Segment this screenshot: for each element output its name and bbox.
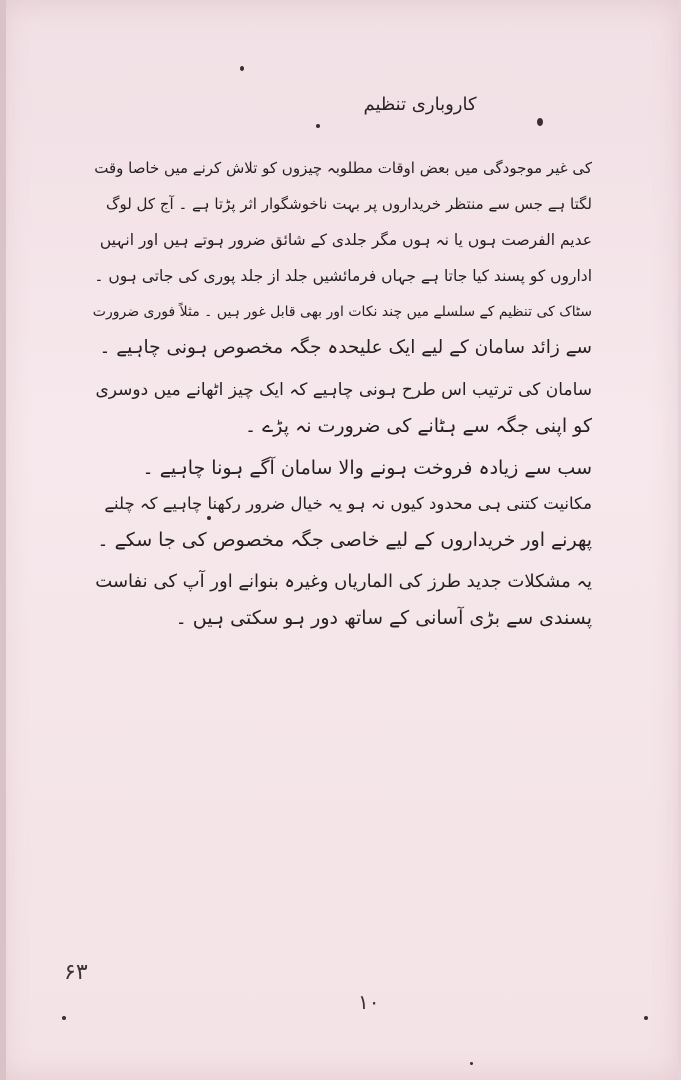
paper-speck (537, 118, 543, 126)
text-line-12: یہ مشکلات جدید طرز کی الماریاں وغیرہ بنوانے اور آپ کی نفاست (95, 571, 592, 592)
text-line-9: سب سے زیادہ فروخت ہونے والا سامان آگے ہونا چاہیے ۔ (142, 457, 592, 479)
text-line-11: پھرنے اور خریداروں کے لیے خاصی جگہ مخصوص کی جا سکے ۔ (97, 529, 592, 551)
paper-speck (240, 66, 244, 71)
text-line-5: سٹاک کی تنظیم کے سلسلے میں چند نکات اور بھی قابل غور ہیں ۔ مثلاً فوری ضرورت (92, 304, 592, 320)
folio-mark: ۱۰ (358, 990, 380, 1014)
page-title: کاروباری تنظیم (363, 94, 477, 115)
text-line-10: مکانیت کتنی ہی محدود کیوں نہ ہو یہ خیال ضرور رکھنا چاہیے کہ چلنے (104, 494, 592, 513)
text-line-2: لگتا ہے جس سے منتظر خریداروں پر بہت ناخوشگوار اثر پڑتا ہے ۔ آج کل لوگ (106, 195, 592, 213)
text-line-1: کی غیر موجودگی میں بعض اوقات مطلوبہ چیزوں کو تلاش کرنے میں خاصا وقت (94, 159, 592, 177)
text-line-13: پسندی سے بڑی آسانی کے ساتھ دور ہو سکتی ہیں ۔ (175, 607, 592, 629)
page-number: ۶۳ (64, 960, 88, 985)
paper-speck (644, 1016, 648, 1020)
text-line-7: سامان کی ترتیب اس طرح ہونی چاہیے کہ ایک چیز اٹھانے میں دوسری (95, 380, 592, 400)
text-line-3: عدیم الفرصت ہوں یا نہ ہوں مگر جلدی کے شائق ضرور ہوتے ہیں اور انہیں (99, 231, 592, 249)
paper-speck (316, 124, 320, 128)
text-line-8: کو اپنی جگہ سے ہٹانے کی ضرورت نہ پڑے ۔ (244, 415, 592, 437)
text-line-4: اداروں کو پسند کیا جاتا ہے جہاں فرمائشیں جلد از جلد پوری کی جاتی ہوں ۔ (94, 267, 592, 285)
paper-speck (207, 516, 211, 520)
paper-speck (470, 1062, 473, 1065)
text-line-6: سے زائد سامان کے لیے ایک علیحدہ جگہ مخصوص ہونی چاہیے ۔ (99, 337, 592, 358)
paper-speck (62, 1016, 66, 1020)
body-text (92, 150, 592, 636)
